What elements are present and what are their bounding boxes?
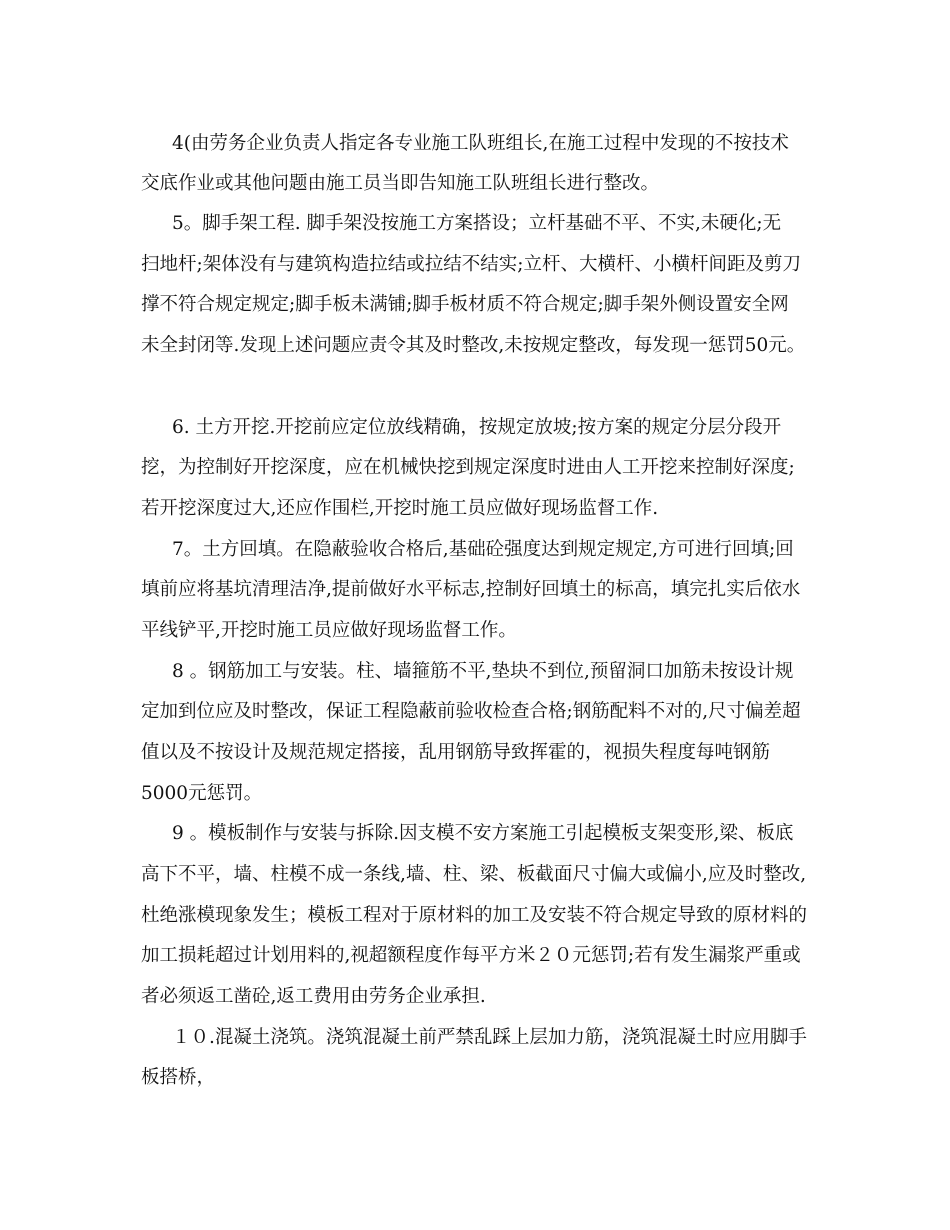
paragraph-7-line-2: 填前应将基坑清理洁净,提前做好水平标志,控制好回填土的标高，填完扎实后依水	[141, 579, 801, 600]
paragraph-9-line-1: 9 。模板制作与安装与拆除.因支模不安方案施工引起模板支架变形,梁、板底	[172, 823, 794, 844]
paragraph-6-line-1: 6. 土方开挖.开挖前应定位放线精确，按规定放坡;按方案的规定分层分段开	[172, 417, 782, 438]
paragraph-9-line-5: 者必须返工凿砼,返工费用由劳务企业承担.	[141, 986, 486, 1007]
paragraph-5-line-4: 未全封闭等.发现上述问题应责令其及时整改,未按规定整改，每发现一惩罚50元。	[141, 335, 806, 356]
paragraph-9-line-4: 加工损耗超过计划用料的,视超额程度作每平方米２０元惩罚;若有发生漏浆严重或	[141, 945, 801, 966]
paragraph-6-line-3: 若开挖深度过大,还应作围栏,开挖时施工员应做好现场监督工作.	[141, 498, 659, 519]
paragraph-6-line-2: 挖，为控制好开挖深度，应在机械快挖到规定深度时进由人工开挖来控制好深度;	[141, 457, 795, 478]
paragraph-5-line-2: 扫地杆;架体没有与建筑构造拉结或拉结不结实;立杆、大横杆、小横杆间距及剪刀	[141, 254, 801, 275]
paragraph-5-line-3: 撑不符合规定规定;脚手板未满铺;脚手板材质不符合规定;脚手架外侧设置安全网	[141, 294, 789, 315]
paragraph-4-line-1: 4(由劳务企业负责人指定各专业施工队班组长,在施工过程中发现的不按技术	[172, 133, 789, 154]
paragraph-7-line-3: 平线铲平,开挖时施工员应做好现场监督工作。	[141, 620, 517, 641]
paragraph-8-line-2: 定加到位应及时整改，保证工程隐蔽前验收检查合格;钢筋配料不对的,尺寸偏差超	[141, 701, 801, 722]
paragraph-4-line-2: 交底作业或其他问题由施工员当即告知施工队班组长进行整改。	[141, 173, 660, 194]
paragraph-8-line-4: 5000元惩罚。	[141, 783, 263, 804]
paragraph-8-line-1: 8 。钢筋加工与安装。柱、墙箍筋不平,垫块不到位,预留洞口加筋未按设计规	[172, 661, 794, 682]
paragraph-9-line-3: 杜绝涨模现象发生；模板工程对于原材料的加工及安装不符合规定导致的原材料的	[141, 905, 808, 926]
paragraph-5-line-1: 5。脚手架工程. 脚手架没按施工方案搭设；立杆基础不平、不实,未硬化;无	[172, 213, 782, 234]
paragraph-10-line-2: 板搭桥，	[141, 1067, 216, 1088]
paragraph-10-line-1: １０.混凝土浇筑。浇筑混凝土前严禁乱踩上层加力筋，浇筑混凝土时应用脚手	[172, 1027, 807, 1048]
paragraph-9-line-2: 高下不平，墙、柱模不成一条线,墙、柱、梁、板截面尺寸偏大或偏小,应及时整改,	[141, 864, 807, 885]
paragraph-7-line-1: 7。土方回填。在隐蔽验收合格后,基础砼强度达到规定规定,方可进行回填;回	[172, 539, 794, 560]
paragraph-8-line-3: 值以及不按设计及规范规定搭接，乱用钢筋导致挥霍的，视损失程度每吨钢筋	[141, 742, 771, 763]
